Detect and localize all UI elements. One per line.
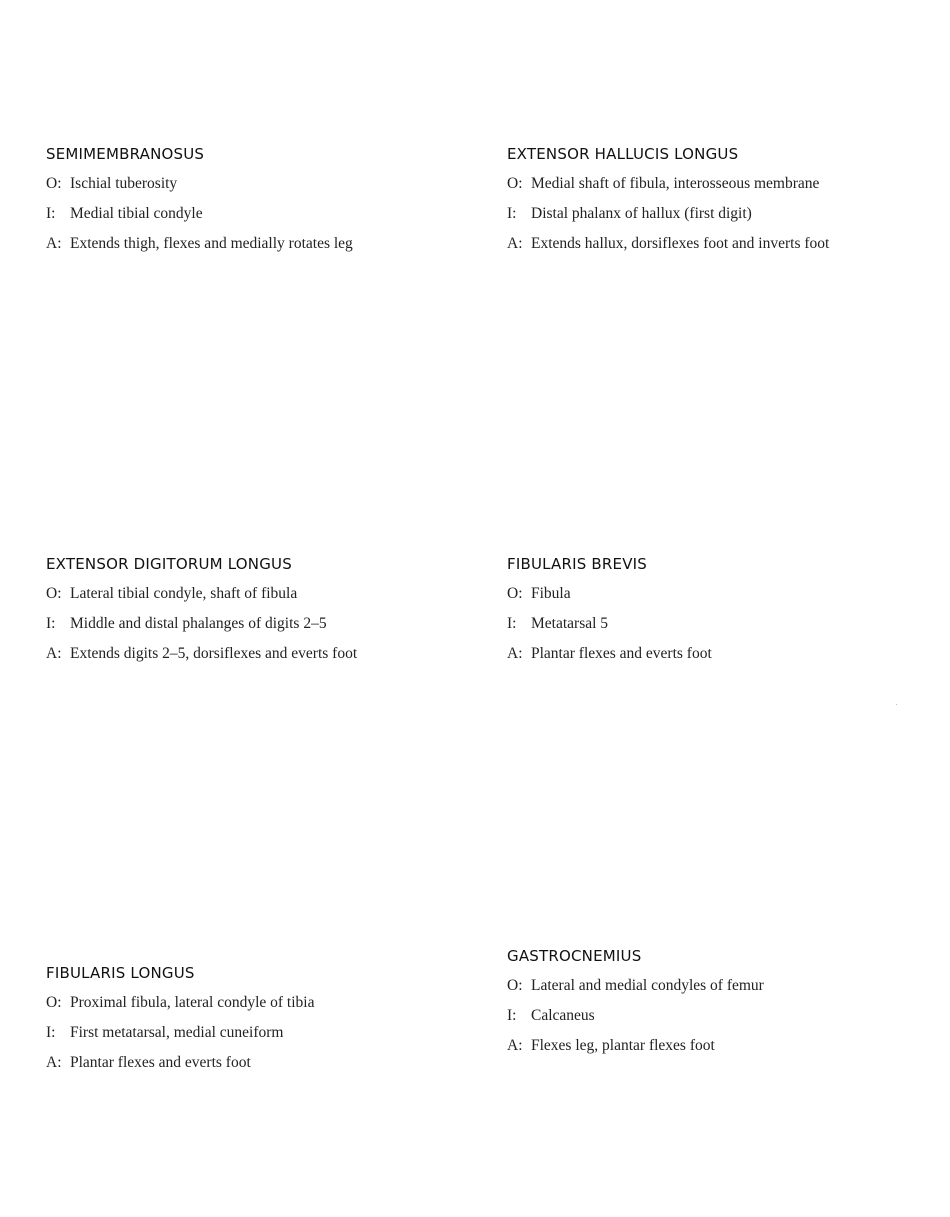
action-text: Plantar flexes and everts foot (70, 1054, 251, 1071)
origin-label: O: (507, 175, 523, 192)
muscle-name: EXTENSOR HALLUCIS LONGUS (507, 145, 739, 163)
insertion-text: Medial tibial condyle (70, 205, 203, 222)
insertion-text: First metatarsal, medial cuneiform (70, 1024, 284, 1041)
action-row (507, 234, 937, 254)
origin-label: O: (46, 585, 62, 602)
origin-text: Medial shaft of fibula, interosseous membrane (531, 175, 820, 192)
action-text: Extends hallux, dorsiflexes foot and inverts foot (531, 235, 830, 252)
muscle-card-gastrocnemius (507, 946, 937, 1066)
action-label: A: (46, 1054, 62, 1071)
insertion-row (507, 614, 937, 634)
action-text: Plantar flexes and everts foot (531, 645, 712, 662)
origin-row (46, 174, 476, 194)
muscle-card-extensor-digitorum-longus (46, 554, 476, 674)
insertion-label: I: (46, 205, 56, 222)
insertion-row (46, 204, 476, 224)
insertion-label: I: (507, 205, 517, 222)
insertion-row (507, 204, 937, 224)
insertion-text: Middle and distal phalanges of digits 2–5 (70, 615, 327, 632)
muscle-name: FIBULARIS LONGUS (46, 964, 195, 982)
muscle-name: FIBULARIS BREVIS (507, 555, 648, 573)
action-row (46, 644, 476, 664)
action-text: Flexes leg, plantar flexes foot (531, 1037, 715, 1054)
insertion-text: Metatarsal 5 (531, 615, 609, 632)
insertion-text: Distal phalanx of hallux (first digit) (531, 205, 752, 222)
origin-text: Fibula (531, 585, 571, 602)
origin-text: Ischial tuberosity (70, 175, 178, 192)
muscle-name: GASTROCNEMIUS (507, 947, 642, 965)
action-label: A: (507, 1037, 523, 1054)
muscle-name: SEMIMEMBRANOSUS (46, 145, 205, 163)
origin-text: Proximal fibula, lateral condyle of tibia (70, 994, 315, 1011)
insertion-label: I: (46, 1024, 56, 1041)
insertion-label: I: (46, 615, 56, 632)
action-row (507, 1036, 937, 1056)
insertion-row (46, 614, 476, 634)
insertion-label: I: (507, 615, 517, 632)
action-label: A: (46, 235, 62, 252)
muscle-card-fibularis-brevis (507, 554, 937, 674)
muscle-name: EXTENSOR DIGITORUM LONGUS (46, 555, 292, 573)
action-label: A: (46, 645, 62, 662)
origin-row (46, 993, 476, 1013)
origin-label: O: (46, 994, 62, 1011)
action-row (507, 644, 937, 664)
muscle-card-fibularis-longus (46, 963, 476, 1083)
origin-row (507, 976, 937, 996)
origin-row (507, 174, 937, 194)
origin-row (507, 584, 937, 604)
muscle-card-semimembranosus (46, 144, 476, 264)
insertion-label: I: (507, 1007, 517, 1024)
origin-label: O: (46, 175, 62, 192)
action-row (46, 234, 476, 254)
origin-label: O: (507, 977, 523, 994)
action-text: Extends thigh, flexes and medially rotates leg (70, 235, 353, 252)
insertion-row (46, 1023, 476, 1043)
origin-text: Lateral and medial condyles of femur (531, 977, 764, 994)
origin-row (46, 584, 476, 604)
insertion-row (507, 1006, 937, 1026)
action-label: A: (507, 645, 523, 662)
origin-label: O: (507, 585, 523, 602)
origin-text: Lateral tibial condyle, shaft of fibula (70, 585, 298, 602)
action-row (46, 1053, 476, 1073)
scan-speck (896, 704, 897, 705)
insertion-text: Calcaneus (531, 1007, 595, 1024)
action-label: A: (507, 235, 523, 252)
action-text: Extends digits 2–5, dorsiflexes and everts foot (70, 645, 358, 662)
muscle-card-extensor-hallucis-longus (507, 144, 937, 264)
